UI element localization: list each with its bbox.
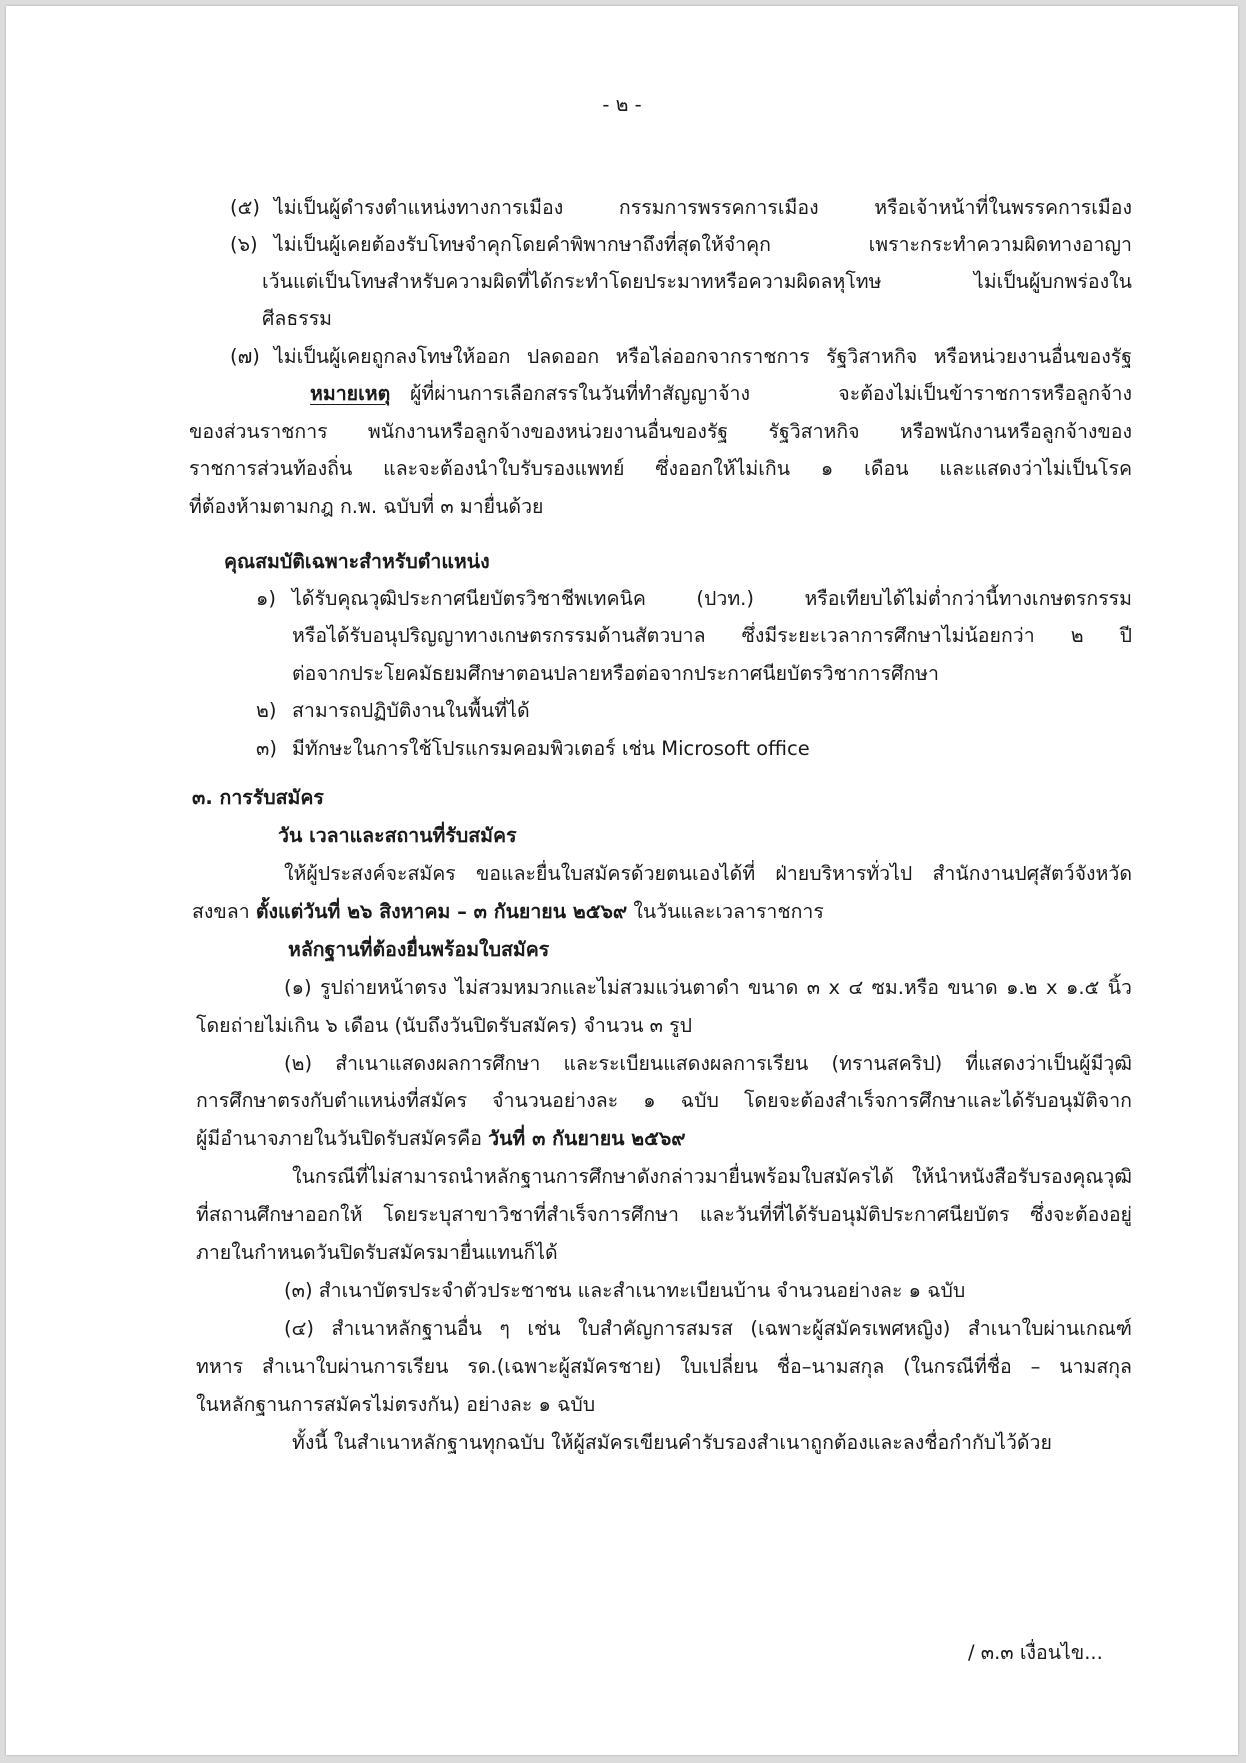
continuation-marker: / ๓.๓ เงื่อนไข... bbox=[968, 1641, 1103, 1664]
document-item-2-deadline-line bbox=[196, 1126, 686, 1152]
section-3-heading: ๓. การรับสมัคร bbox=[192, 786, 324, 809]
item-line: ไม่เป็นผู้เคยถูกลงโทษให้ออก ปลดออก หรือไล่ออกจากราชการ รัฐวิสาหกิจ หรือหน่วยงานอื่นของรัฐ bbox=[274, 345, 1132, 368]
note-line: ราชการส่วนท้องถิ่น และจะต้องนำใบรับรองแพทย์ ซึ่งออกให้ไม่เกิน ๑ เดือน และแสดงว่าไม่เป็นโรค bbox=[189, 457, 1132, 480]
item-number: ๒) bbox=[256, 699, 277, 722]
document-item-2-line: (๒) สำเนาแสดงผลการศึกษา และระเบียนแสดงผลการเรียน (ทรานสคริป) ที่แสดงว่าเป็นผู้มีวุฒิ bbox=[284, 1052, 1132, 1075]
item-line: ไม่เป็นผู้เคยต้องรับโทษจำคุกโดยคำพิพากษาถึงที่สุดให้จำคุก เพราะกระทำความผิดทางอาญา bbox=[274, 233, 1132, 256]
certificate-note-line: ภายในกำหนดวันปิดรับสมัครมายื่นแทนก็ได้ bbox=[196, 1241, 558, 1264]
application-time-heading: วัน เวลาและสถานที่รับสมัคร bbox=[278, 824, 517, 847]
note-label: หมายเหตุ bbox=[310, 382, 391, 405]
item-line: เว้นแต่เป็นโทษสำหรับความผิดที่ได้กระทำโดยประมาทหรือความผิดลหุโทษ ไม่เป็นผู้บกพร่องใน bbox=[262, 270, 1132, 293]
document-item-1-line: (๑) รูปถ่ายหน้าตรง ไม่สวมหมวกและไม่สวมแว่นตาดำ ขนาด ๓ x ๔ ซม.หรือ ขนาด ๑.๒ x ๑.๕ นิ้ว bbox=[284, 976, 1132, 999]
closing-date: วันที่ ๓ กันยายน ๒๕๖๙ bbox=[488, 1127, 686, 1150]
note-line: ที่ต้องห้ามตามกฎ ก.พ. ฉบับที่ ๓ มายื่นด้วย bbox=[189, 495, 544, 518]
page-number: - ๒ - bbox=[602, 93, 642, 116]
item-line: หรือได้รับอนุปริญญาทางเกษตรกรรมด้านสัตวบาล ซึ่งมีระยะเวลาการศึกษาไม่น้อยกว่า ๒ ปี bbox=[292, 624, 1132, 647]
document-item-1-line: โดยถ่ายไม่เกิน ๖ เดือน (นับถึงวันปิดรับสมัคร) จำนวน ๓ รูป bbox=[196, 1014, 693, 1037]
application-date-range: ตั้งแต่วันที่ ๒๖ สิงหาคม – ๓ กันยายน ๒๕๖๙ bbox=[255, 900, 628, 923]
item-number: (๖) bbox=[230, 233, 258, 256]
location-text: สงขลา bbox=[192, 900, 256, 923]
note-line: ของส่วนราชการ พนักงานหรือลูกจ้างของหน่วยงานอื่นของรัฐ รัฐวิสาหกิจ หรือพนักงานหรือลูกจ้างของ bbox=[189, 420, 1132, 443]
certificate-note-line: ในกรณีที่ไม่สามารถนำหลักฐานการศึกษาดังกล่าวมายื่นพร้อมใบสมัครได้ ให้นำหนังสือรับรองคุณวุฒิ bbox=[292, 1165, 1132, 1188]
item-line: ไม่เป็นผู้ดำรงตำแหน่งทางการเมือง กรรมการพรรคการเมือง หรือเจ้าหน้าที่ในพรรคการเมือง bbox=[274, 196, 1132, 219]
item-number: ๓) bbox=[256, 737, 277, 760]
document-item-3-line: (๓) สำเนาบัตรประจำตัวประชาชน และสำเนาทะเบียนบ้าน จำนวนอย่างละ ๑ ฉบับ bbox=[284, 1279, 966, 1302]
item-number: ๑) bbox=[256, 587, 276, 610]
item-line: ได้รับคุณวุฒิประกาศนียบัตรวิชาชีพเทคนิค (ปวท.) หรือเทียบได้ไม่ต่ำกว่านี้ทางเกษตรกรรม bbox=[292, 587, 1132, 610]
note-line: ผู้ที่ผ่านการเลือกสรรในวันที่ทำสัญญาจ้าง จะต้องไม่เป็นข้าราชการหรือลูกจ้าง bbox=[410, 382, 1132, 405]
office-hours-text: ในวันและเวลาราชการ bbox=[627, 900, 824, 923]
document-item-4-line: ในหลักฐานการสมัครไม่ตรงกัน) อย่างละ ๑ ฉบับ bbox=[196, 1393, 596, 1416]
item-number: (๕) bbox=[230, 196, 260, 219]
document-item-2-line: การศึกษาตรงกับตำแหน่งที่สมัคร จำนวนอย่างละ ๑ ฉบับ โดยจะต้องสำเร็จการศึกษาและได้รับอนุมัติจาก bbox=[196, 1089, 1132, 1112]
item-line: มีทักษะในการใช้โปรแกรมคอมพิวเตอร์ เช่น Microsoft office bbox=[292, 737, 810, 760]
item-number: (๗) bbox=[230, 345, 260, 368]
application-period-line bbox=[192, 899, 824, 925]
application-text-line: ให้ผู้ประสงค์จะสมัคร ขอและยื่นใบสมัครด้วยตนเองได้ที่ ฝ่ายบริหารทั่วไป สำนักงานปศุสัตว์จังหวัด bbox=[284, 862, 1132, 885]
document-page bbox=[6, 6, 1238, 1755]
item-line: สามารถปฏิบัติงานในพื้นที่ได้ bbox=[292, 699, 530, 722]
specific-qualifications-heading: คุณสมบัติเฉพาะสำหรับตำแหน่ง bbox=[224, 550, 490, 573]
document-item-4-line: (๔) สำเนาหลักฐานอื่น ๆ เช่น ใบสำคัญการสมรส (เฉพาะผู้สมัครเพศหญิง) สำเนาใบผ่านเกณฑ์ bbox=[284, 1317, 1132, 1340]
document-item-4-line: ทหาร สำเนาใบผ่านการเรียน รด.(เฉพาะผู้สมัครชาย) ใบเปลี่ยน ชื่อ–นามสกุล (ในกรณีที่ชื่อ – นามสกุล bbox=[196, 1355, 1132, 1378]
item-line: ศีลธรรม bbox=[262, 307, 333, 330]
deadline-text: ผู้มีอำนาจภายในวันปิดรับสมัครคือ bbox=[196, 1127, 489, 1150]
certificate-note-line: ที่สถานศึกษาออกให้ โดยระบุสาขาวิชาที่สำเร็จการศึกษา และวันที่ที่ได้รับอนุมัติประกาศนียบัตร ซึ่งจะต้องอยู่ bbox=[196, 1203, 1132, 1226]
item-line: ต่อจากประโยคมัธยมศึกษาตอนปลายหรือต่อจากประกาศนียบัตรวิชาการศึกษา bbox=[292, 662, 939, 685]
required-documents-heading: หลักฐานที่ต้องยื่นพร้อมใบสมัคร bbox=[288, 938, 550, 961]
certification-instruction: ทั้งนี้ ในสำเนาหลักฐานทุกฉบับ ให้ผู้สมัครเขียนคำรับรองสำเนาถูกต้องและลงชื่อกำกับไว้ด้วย bbox=[292, 1431, 1052, 1454]
